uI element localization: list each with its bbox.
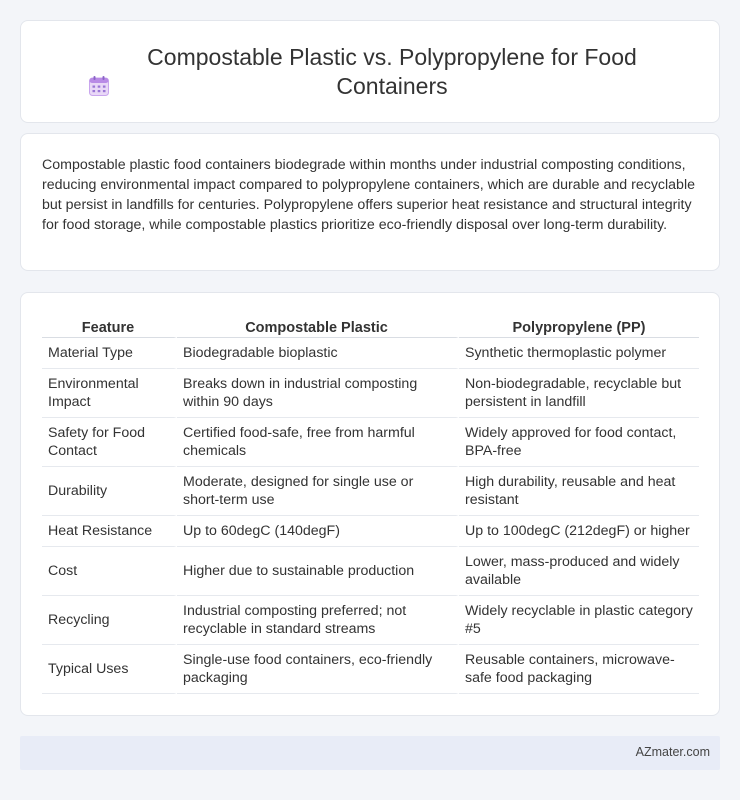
footer-brand: AZmater.com — [635, 745, 710, 759]
comparison-table — [42, 314, 699, 694]
compostable-cell: Up to 60degC (140degF) — [177, 516, 459, 547]
compostable-cell: Single-use food containers, eco-friendly packaging — [177, 645, 459, 694]
table-row — [42, 338, 699, 369]
summary-text: Compostable plastic food containers biodegrade within months under industrial composting conditions, reducing environmental impact compared to polypropylene containers, which are durable and recyclable but persist in landfills for centuries. Polypropylene offers superior heat resistance and structural integrity for food storage, while compostable plastics prioritize eco-friendly disposal over long-term durability. — [42, 157, 695, 233]
table-header-row — [42, 314, 699, 338]
compostable-cell: Moderate, designed for single use or short-term use — [177, 467, 459, 516]
polypropylene-cell: Lower, mass-produced and widely available — [459, 547, 699, 596]
feature-cell: Heat Resistance — [42, 516, 177, 547]
polypropylene-cell: Widely approved for food contact, BPA-free — [459, 418, 699, 467]
table-row — [42, 596, 699, 645]
feature-cell: Safety for Food Contact — [42, 418, 177, 467]
polypropylene-cell: Non-biodegradable, recyclable but persistent in landfill — [459, 369, 699, 418]
polypropylene-cell: High durability, reusable and heat resistant — [459, 467, 699, 516]
column-header-feature: Feature — [42, 314, 177, 338]
polypropylene-cell: Widely recyclable in plastic category #5 — [459, 596, 699, 645]
feature-cell: Material Type — [42, 338, 177, 369]
column-header-polypropylene: Polypropylene (PP) — [459, 314, 699, 338]
polypropylene-cell: Reusable containers, microwave-safe food packaging — [459, 645, 699, 694]
summary-card — [20, 133, 720, 271]
feature-cell: Typical Uses — [42, 645, 177, 694]
feature-cell: Durability — [42, 467, 177, 516]
table-row — [42, 547, 699, 596]
polypropylene-cell: Synthetic thermoplastic polymer — [459, 338, 699, 369]
compostable-cell: Certified food-safe, free from harmful chemicals — [177, 418, 459, 467]
table-row — [42, 418, 699, 467]
compostable-cell: Industrial composting preferred; not recyclable in standard streams — [177, 596, 459, 645]
table-row — [42, 467, 699, 516]
calendar-icon — [88, 75, 110, 97]
comparison-table-card — [20, 292, 720, 716]
polypropylene-cell: Up to 100degC (212degF) or higher — [459, 516, 699, 547]
page-title: Compostable Plastic vs. Polypropylene for Food Containers — [147, 44, 637, 99]
compostable-cell: Biodegradable bioplastic — [177, 338, 459, 369]
compostable-cell: Higher due to sustainable production — [177, 547, 459, 596]
title-card — [20, 20, 720, 123]
table-row — [42, 516, 699, 547]
feature-cell: Environmental Impact — [42, 369, 177, 418]
table-row — [42, 369, 699, 418]
table-row — [42, 645, 699, 694]
feature-cell: Recycling — [42, 596, 177, 645]
column-header-compostable: Compostable Plastic — [177, 314, 459, 338]
footer-bar — [20, 736, 720, 770]
feature-cell: Cost — [42, 547, 177, 596]
compostable-cell: Breaks down in industrial composting within 90 days — [177, 369, 459, 418]
